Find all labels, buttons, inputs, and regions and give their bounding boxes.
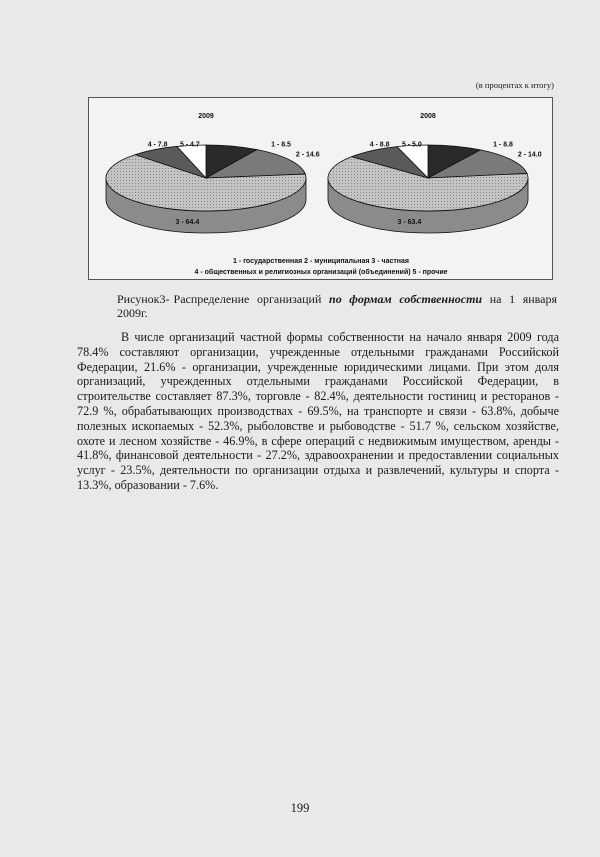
caption-text-after: на 1 января 2009г.	[117, 292, 557, 320]
legend-line-1: 1 - государственная 2 - муниципальная 3 - частная	[233, 258, 409, 265]
pie-title-2008: 2008	[420, 113, 436, 120]
pie-charts-svg	[89, 98, 554, 281]
unit-note: (в процентах к итогу)	[475, 80, 554, 90]
caption-text-before: Распределение организаций	[173, 292, 330, 306]
pie-label-5: 5 - 5.0	[401, 141, 422, 149]
pie-label-2: 2 - 14.6	[295, 151, 320, 159]
pie-chart-2009	[106, 113, 320, 233]
pie-label-1: 1 - 8.5	[271, 141, 291, 149]
legend-line-2: 4 - общественных и религиозных организаций (объединений) 5 - прочие	[194, 269, 448, 276]
pie-charts-figure	[88, 97, 553, 280]
figure-caption	[117, 292, 557, 320]
pie-chart-2008	[328, 113, 542, 233]
body-paragraph: В числе организаций частной формы собственности на начало января 2009 года 78.4% составляют организации, учрежденные отдельными гражданами Российской Федерации, 21.6% - организации, учрежденные юридическими лицами. При этом доля организаций, учрежденных отдельными гражданами Российской Федерации, в строительстве составляет 87.3%, торговле - 82.4%, деятельности гостиниц и ресторанов - 72.9 %, обрабатывающих производствах - 69.5%, на транспорте и связи - 63.8%, добыче полезных ископаемых - 52.3%, рыболовстве и рыбоводстве - 51.7 %, сельском хозяйстве, охоте и лесном хозяйстве - 46.9%, в сфере операций с недвижимым имуществом, аренды - 41.8%, финансовой деятельности - 27.2%, здравоохранении и предоставлении социальных услуг - 23.5%, деятельности по организации отдыха и развлечений, культуры и спорта - 13.3%, образовании - 7.6%.	[77, 330, 559, 492]
pie-label-3: 3 - 64.4	[175, 219, 200, 227]
pie-label-2: 2 - 14.0	[517, 151, 542, 159]
pie-title-2009: 2009	[198, 113, 214, 120]
pie-label-5: 5 - 4.7	[179, 141, 200, 149]
caption-lead: Рисунок3-	[117, 292, 170, 306]
pie-label-4: 4 - 7.8	[147, 141, 168, 149]
caption-emphasis: по формам собственности	[329, 292, 483, 306]
pie-label-3: 3 - 63.4	[397, 219, 422, 227]
pie-label-4: 4 - 8.8	[369, 141, 390, 149]
pie-label-1: 1 - 8.8	[493, 141, 513, 149]
page-number: 199	[290, 801, 310, 815]
